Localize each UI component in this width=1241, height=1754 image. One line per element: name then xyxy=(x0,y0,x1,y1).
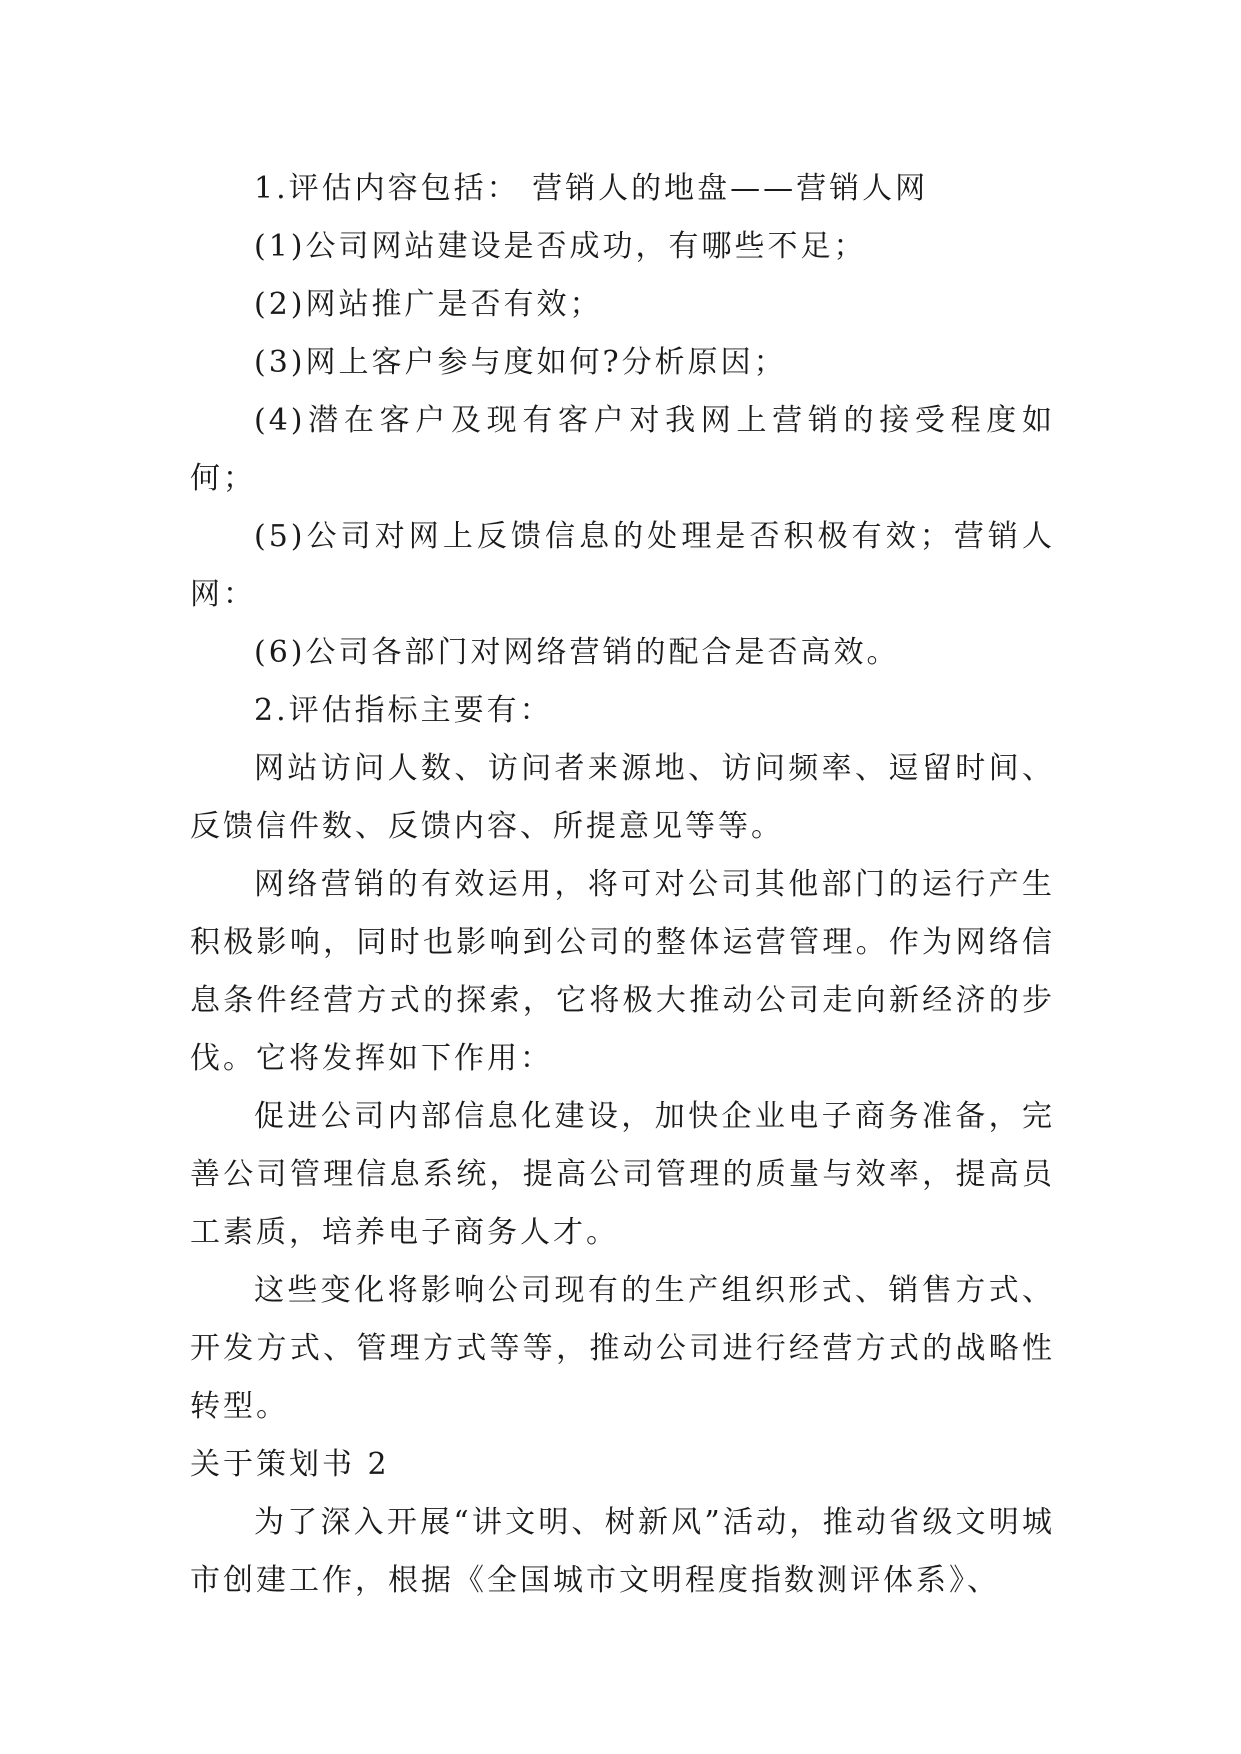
intro-paragraph: 为了深入开展“讲文明、树新风”活动，推动省级文明城市创建工作，根据《全国城市文明程度指数测评体系》、 xyxy=(190,1505,1055,1598)
list-item-5: (5)公司对网上反馈信息的处理是否积极有效；营销人网： xyxy=(190,519,1055,612)
list-item-1: (1)公司网站建设是否成功，有哪些不足； xyxy=(254,229,867,264)
eval-metrics-heading: 2.评估指标主要有： xyxy=(254,693,553,728)
transformation-paragraph: 这些变化将影响公司现有的生产组织形式、销售方式、开发方式、管理方式等等，推动公司进行经营方式的战略性转型。 xyxy=(190,1273,1055,1424)
benefit-paragraph: 促进公司内部信息化建设，加快企业电子商务准备，完善公司管理信息系统，提高公司管理的质量与效率，提高员工素质，培养电子商务人才。 xyxy=(190,1099,1055,1250)
effect-paragraph: 网络营销的有效运用，将可对公司其他部门的运行产生积极影响，同时也影响到公司的整体运营管理。作为网络信息条件经营方式的探索，它将极大推动公司走向新经济的步伐。它将发挥如下作用： xyxy=(190,867,1055,1076)
list-item-6: (6)公司各部门对网络营销的配合是否高效。 xyxy=(254,635,900,670)
eval-content-heading: 1.评估内容包括： 营销人的地盘——营销人网 xyxy=(254,171,929,206)
list-item-3: (3)网上客户参与度如何?分析原因； xyxy=(254,345,787,380)
section-title: 关于策划书 2 xyxy=(190,1447,390,1482)
list-item-4: (4)潜在客户及现有客户对我网上营销的接受程度如何； xyxy=(190,403,1055,496)
metrics-paragraph: 网站访问人数、访问者来源地、访问频率、逗留时间、反馈信件数、反馈内容、所提意见等等。 xyxy=(190,751,1055,844)
list-item-2: (2)网站推广是否有效； xyxy=(254,287,603,322)
document-body xyxy=(190,160,1055,1610)
